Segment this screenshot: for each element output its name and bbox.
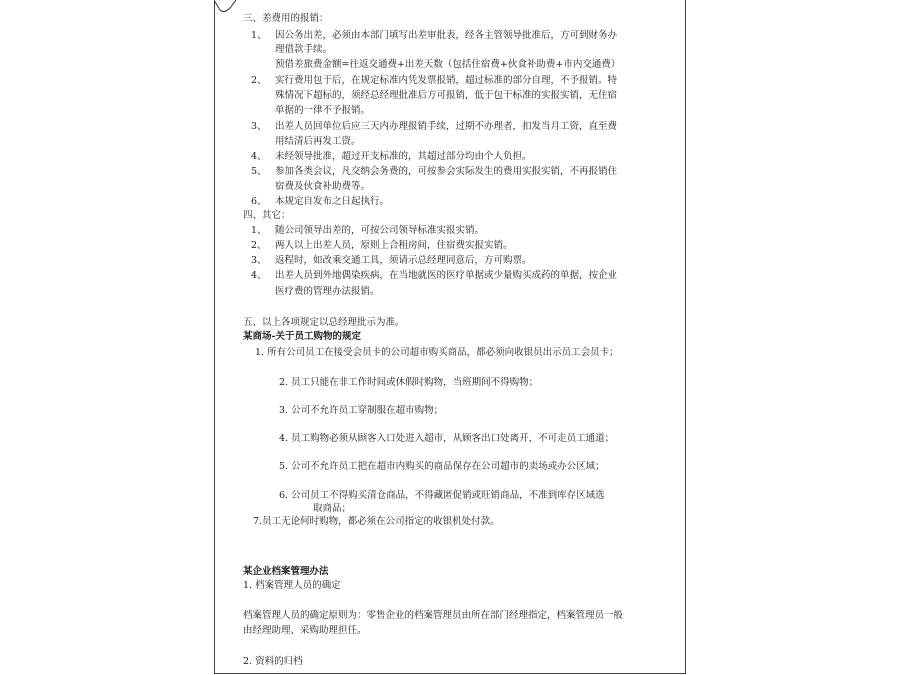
rule-title: 某商场-关于员工购物的规定 [243,331,361,342]
list-item-text: 宿费及伙食补助费等。 [275,181,371,192]
rule-item: 1. 所有公司员工在接受会员卡的公司超市购买商品，都必须向收银员出示员工会员卡； [255,347,619,358]
list-item-number: 5、 [251,166,267,177]
rule-item: 7.员工无论何时购物，都必须在公司指定的收银机处付款。 [253,516,500,527]
list-item-number: 6、 [251,196,267,207]
archive-paragraph: 由经理助理、采购助理担任。 [243,625,367,636]
list-item-text: 返程时，如改乘交通工具，须请示总经理同意后，方可购票。 [275,255,532,266]
rule-item: 3. 公司不允许员工穿制服在超市购物； [279,405,444,416]
list-item-text: 本规定自发布之日起执行。 [275,196,390,207]
list-item-number: 3、 [251,121,267,132]
list-item-text: 殊情况下超标的，须经总经理批准后方可报销，低于包干标准的实报实销，无住宿 [275,90,618,101]
list-item-number: 4、 [251,151,267,162]
archive-paragraph: 档案管理人员的确定原则为：零售企业的档案管理员由所在部门经理指定，档案管理员一般 [243,610,624,621]
list-item-number: 2、 [251,75,267,86]
section-heading: 四、其它： [243,210,291,221]
list-item-text: 参加各类会议，凡交纳会务费的，可按参会实际发生的费用实报实销，不再报销住 [275,166,618,177]
list-item-text: 未经领导批准，超过开支标准的，其超过部分均由个人负担。 [275,151,532,162]
list-item-text: 实行费用包干后，在规定标准内凭发票报销，超过标准的部分自理，不予报销。特 [275,75,618,86]
list-item-text: 理借款手续。 [275,44,333,55]
list-item-text: 医疗费的管理办法报销。 [275,286,380,297]
page-curl-icon [214,0,236,14]
list-item-text: 因公务出差，必须由本部门填写出差审批表，经各主管领导批准后，方可到财务办 [275,30,618,41]
rule-item: 6. 公司员工不得购买清仓商品，不得藏匿促销或旺销商品，不准到库存区域选 [279,490,605,501]
archive-subheading: 2. 资料的归档 [243,656,303,667]
archive-subheading: 1. 档案管理人员的确定 [243,580,341,591]
list-item-number: 1、 [251,30,267,41]
list-item-text: 出差人员到外地偶染疾病，在当地就医的医疗单据或少量购买成药的单据，按企业 [275,270,618,281]
list-item-number: 4、 [251,270,267,281]
list-item-text: 两人以上出差人员，原则上合租房间，住宿费实报实销。 [275,240,513,251]
list-item-text: 单据的一律不予报销。 [275,105,371,116]
rule-item: 5. 公司不允许员工把在超市内购买的商品保存在公司超市的卖场或办公区域； [279,461,605,472]
rule-item: 4. 员工购物必须从顾客入口处进入超市，从顾客出口处离开，不可走员工通道； [279,433,615,444]
list-item-text: 预借差旅费金额=往返交通费+出差天数（包括住宿费+伙食补助费+市内交通费） [275,59,621,70]
list-item-text: 随公司领导出差的，可按公司领导标准实报实销。 [275,225,485,236]
section-heading: 三、差费用的报销： [243,13,329,24]
list-item-number: 3、 [251,255,267,266]
rule-item: 2. 员工只能在非工作时间或休假时购物，当班期间不得购物； [279,377,539,388]
list-item-text: 用结清后再发工资。 [275,136,361,147]
archive-title: 某企业档案管理办法 [243,566,329,577]
list-item-number: 2、 [251,240,267,251]
list-item-number: 1、 [251,225,267,236]
rule-item: 取商品； [313,503,352,514]
section-heading: 五、以上各项规定以总经理批示为准。 [243,317,405,328]
document-page [214,0,686,674]
list-item-text: 出差人员回单位后应三天内办理报销手续，过期不办理者，扣发当月工资，直至费 [275,121,618,132]
